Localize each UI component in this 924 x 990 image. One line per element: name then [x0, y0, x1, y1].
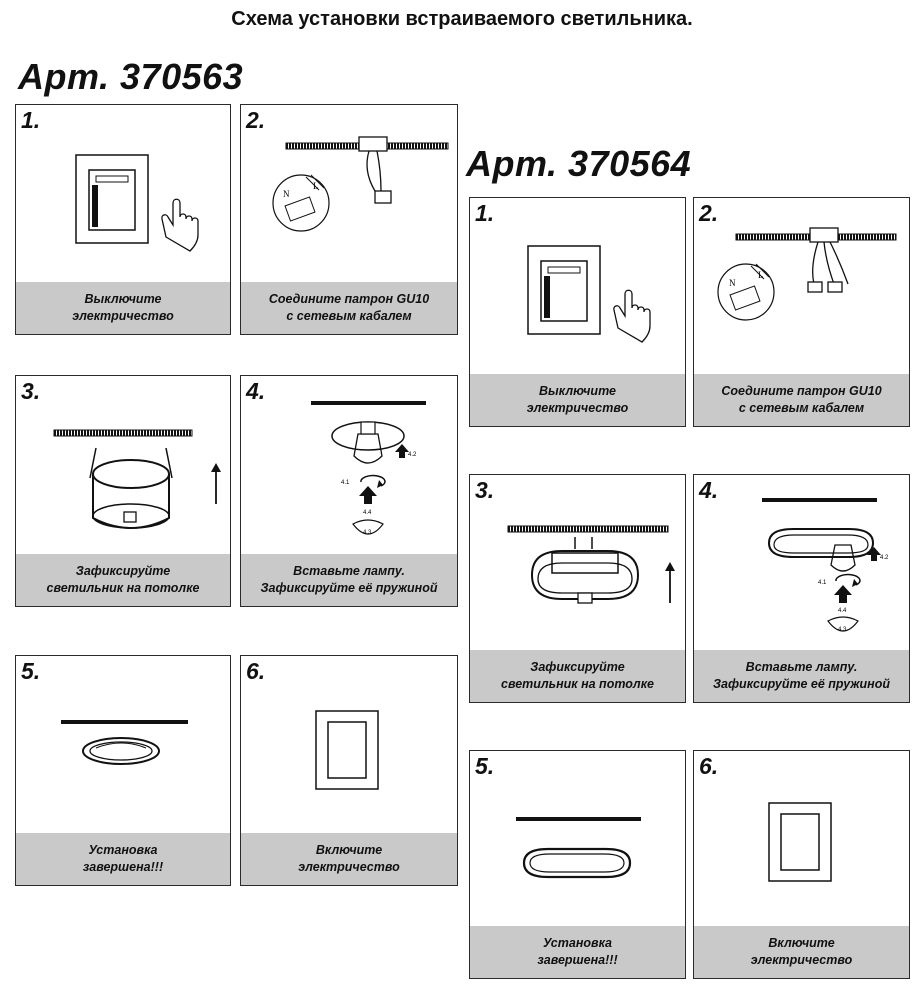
lamp-insert-illustration — [694, 475, 911, 653]
step-caption: Установка завершена!!! — [16, 833, 230, 885]
step-caption: Зафиксируйте светильник на потолке — [16, 554, 230, 606]
step-caption: Соедините патрон GU10 с сетевым кабалем — [241, 282, 457, 334]
step-panel-a1-2 — [240, 104, 458, 335]
switch-on-illustration — [694, 751, 911, 929]
label-4-1: 4.1 — [341, 480, 350, 486]
terminal-block — [810, 228, 838, 242]
arrow-4-4-icon — [359, 486, 377, 504]
step-caption: Установка завершена!!! — [470, 926, 685, 978]
article-label-370564: Арт. 370564 — [466, 143, 692, 184]
step-caption: Вставьте лампу. Зафиксируйте её пружиной — [694, 650, 909, 702]
step-panel-a2-6 — [693, 750, 910, 979]
hand-pointer-icon — [162, 199, 198, 251]
label-4-3: 4.3 — [838, 627, 847, 633]
mount-illustration — [16, 376, 232, 556]
step-caption: Включите электричество — [694, 926, 909, 978]
step-number: 5. — [21, 658, 41, 684]
up-arrow-icon — [211, 463, 221, 504]
step-number: 5. — [475, 753, 495, 779]
switch-off-illustration — [16, 105, 232, 285]
step-panel-a1-1 — [15, 104, 231, 335]
gu10-socket — [808, 282, 822, 292]
step-caption: Зафиксируйте светильник на потолке — [470, 650, 685, 702]
step-number: 6. — [246, 658, 266, 684]
step-number: 1. — [21, 107, 41, 133]
downlight-body — [90, 448, 172, 528]
switch-off-illustration — [470, 198, 687, 376]
label-4-4: 4.4 — [838, 608, 847, 614]
step-number: 4. — [246, 378, 266, 404]
step-caption: Соедините патрон GU10 с сетевым кабалем — [694, 374, 909, 426]
switch-on-illustration — [241, 656, 459, 836]
up-arrow-icon — [665, 562, 675, 603]
live-label: L — [313, 181, 319, 191]
label-4-1: 4.1 — [818, 580, 827, 586]
finished-illustration — [16, 656, 232, 836]
arrow-4-2-icon — [867, 547, 881, 561]
gu10-socket — [828, 282, 842, 292]
step-panel-a1-6 — [240, 655, 458, 886]
cable — [367, 151, 381, 191]
mount-illustration — [470, 475, 687, 653]
step-caption: Выключите электричество — [470, 374, 685, 426]
lamp — [354, 434, 382, 463]
downlight-bezel — [524, 849, 630, 877]
step-number: 1. — [475, 200, 495, 226]
step-panel-a2-5 — [469, 750, 686, 979]
step-number: 3. — [21, 378, 41, 404]
page-title: Схема установки встраиваемого светильника. — [231, 8, 693, 30]
gu10-socket — [375, 191, 391, 203]
label-4-2: 4.2 — [880, 555, 889, 561]
arrow-4-2-icon — [395, 444, 409, 458]
live-label: L — [758, 270, 764, 280]
neutral-label: N — [729, 278, 736, 288]
terminal-block — [359, 137, 387, 151]
step-panel-a2-3 — [469, 474, 686, 703]
step-number: 4. — [699, 477, 719, 503]
label-4-2: 4.2 — [408, 452, 417, 458]
wall-plate — [76, 155, 148, 243]
step-panel-a1-3 — [15, 375, 231, 607]
step-panel-a1-4 — [240, 375, 458, 607]
finished-illustration — [470, 751, 687, 929]
step-number: 3. — [475, 477, 495, 503]
label-4-3: 4.3 — [363, 530, 372, 536]
step-panel-a2-1 — [469, 197, 686, 427]
step-number: 6. — [699, 753, 719, 779]
connector-detail — [718, 264, 774, 320]
double-downlight-body — [532, 537, 638, 603]
arrow-4-4-icon — [834, 585, 852, 603]
neutral-label: N — [283, 189, 290, 199]
lamp-insert-illustration — [241, 376, 459, 556]
step-number: 2. — [699, 200, 719, 226]
hand-pointer-icon — [614, 290, 650, 342]
step-panel-a2-2 — [693, 197, 910, 427]
step-caption: Выключите электричество — [16, 282, 230, 334]
step-caption: Вставьте лампу. Зафиксируйте её пружиной — [241, 554, 457, 606]
connector-detail — [273, 175, 329, 231]
cable — [813, 242, 848, 284]
step-panel-a1-5 — [15, 655, 231, 886]
article-label-370563: Арт. 370563 — [18, 56, 244, 97]
label-4-4: 4.4 — [363, 510, 372, 516]
step-caption: Включите электричество — [241, 833, 457, 885]
step-panel-a2-4 — [693, 474, 910, 703]
step-number: 2. — [246, 107, 266, 133]
wall-plate — [528, 246, 600, 334]
wiring-illustration — [694, 198, 911, 376]
wiring-illustration — [241, 105, 459, 285]
